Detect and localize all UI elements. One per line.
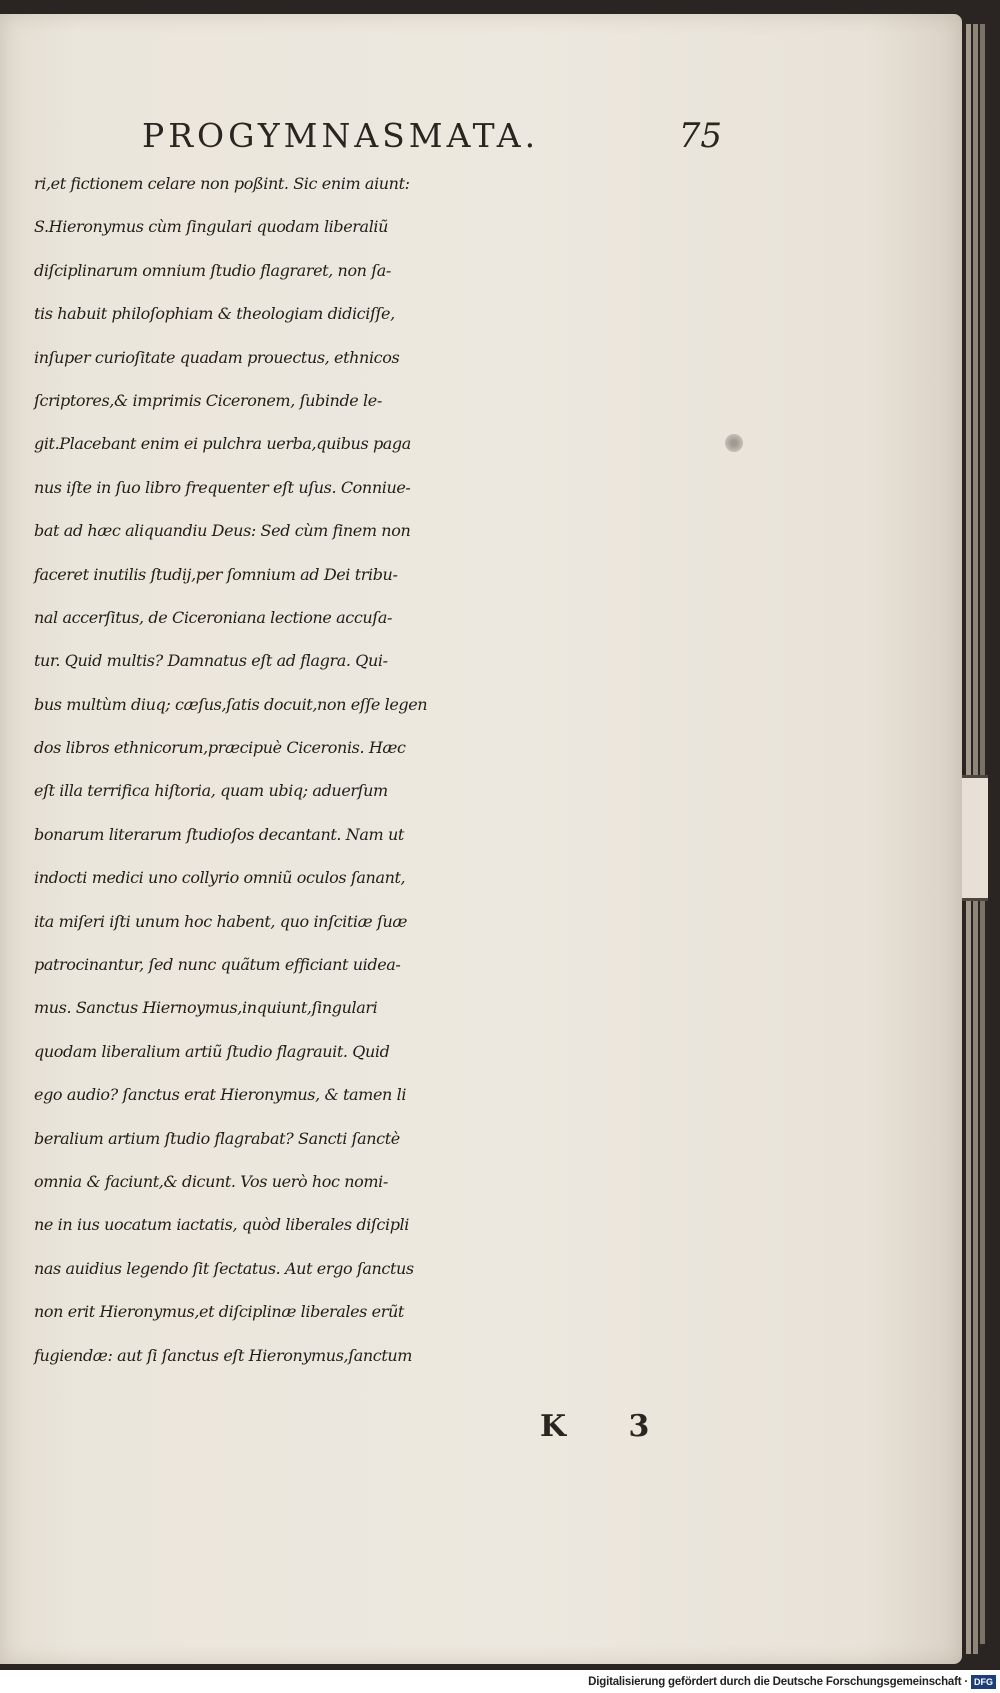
credit-text: Digitalisierung gefördert durch die Deutsche Forschungsgemeinschaft · [588,1676,968,1688]
text-line: nal accerſitus, de Ciceroniana lectione accuſa- [34,607,392,627]
text-line: indocti medici uno collyrio omniũ oculos ſanant, [34,868,406,888]
text-line: non erit Hieronymus,et diſciplinæ liberales erũt [34,1302,404,1322]
text-line: tis habuit philoſophiam & theologiam didiciſſe, [34,304,395,324]
signature-mark: K 3 [540,1409,676,1444]
text-line: nas auidius legendo ſit ſectatus. Aut ergo ſanctus [34,1258,414,1278]
body-text [34,162,724,1377]
text-line: beralium artium ſtudio flagrabat? Sancti ſanctè [34,1128,400,1148]
text-line: dos libros ethnicorum,præcipuè Ciceronis. Hæc [34,738,406,758]
dfg-logo: DFG [971,1675,996,1689]
text-line: diſciplinarum omnium ſtudio flagraret, non ſa- [34,260,391,280]
text-line: omnia & faciunt,& dicunt. Vos uerò hoc nomi- [34,1171,388,1191]
text-line: faceret inutilis ſtudij,per ſomnium ad Dei tribu- [34,564,398,584]
text-line: inſuper curioſitate quadam prouectus, ethnicos [34,347,400,367]
running-title: PROGYMNASMATA. [142,116,540,155]
text-line: patrocinantur, ſed nunc quãtum efficiant uidea- [34,955,401,975]
text-line: bonarum literarum ſtudioſos decantant. Nam ut [34,824,404,844]
text-line: eſt illa terrifica hiſtoria, quam ubiq; aduerſum [34,781,388,801]
text-line: ita miſeri iſti unum hoc habent, quo inſcitiæ ſuæ [34,911,408,931]
text-line: bus multùm diuq; cæſus,ſatis docuit,non eſſe legen [34,694,428,714]
text-line: ri,et fictionem celare non poßint. Sic enim aiunt: [34,174,410,193]
text-line: S.Hieronymus cùm ſingulari quodam liberaliũ [34,217,389,237]
text-line: tur. Quid multis? Damnatus eſt ad flagra. Qui- [34,651,388,671]
text-line: ſcriptores,& imprimis Ciceronem, ſubinde le- [34,390,382,410]
paper-stain [725,434,743,452]
text-line: quodam liberalium artiũ ſtudio flagrauit. Quid [34,1041,390,1061]
text-line: ne in ius uocatum iactatis, quòd liberales diſcipli [34,1215,409,1235]
text-line: nus iſte in ſuo libro frequenter eſt uſus. Conniue- [34,477,411,497]
page-number: 75 [678,116,722,156]
page-header [142,114,722,158]
text-line: git.Placebant enim ei pulchra uerba,quibus paga [34,434,411,454]
text-line: bat ad hæc aliquandiu Deus: Sed cùm finem non [34,521,411,541]
digitization-credit [588,1673,996,1691]
text-line: ego audio? ſanctus erat Hieronymus, & tamen li [34,1085,407,1105]
text-line: fugiendæ: aut ſi ſanctus eſt Hieronymus,ſanctum [34,1345,413,1365]
text-line: mus. Sanctus Hiernoymus,inquiunt,ſingulari [34,998,378,1018]
book-page [0,14,962,1664]
